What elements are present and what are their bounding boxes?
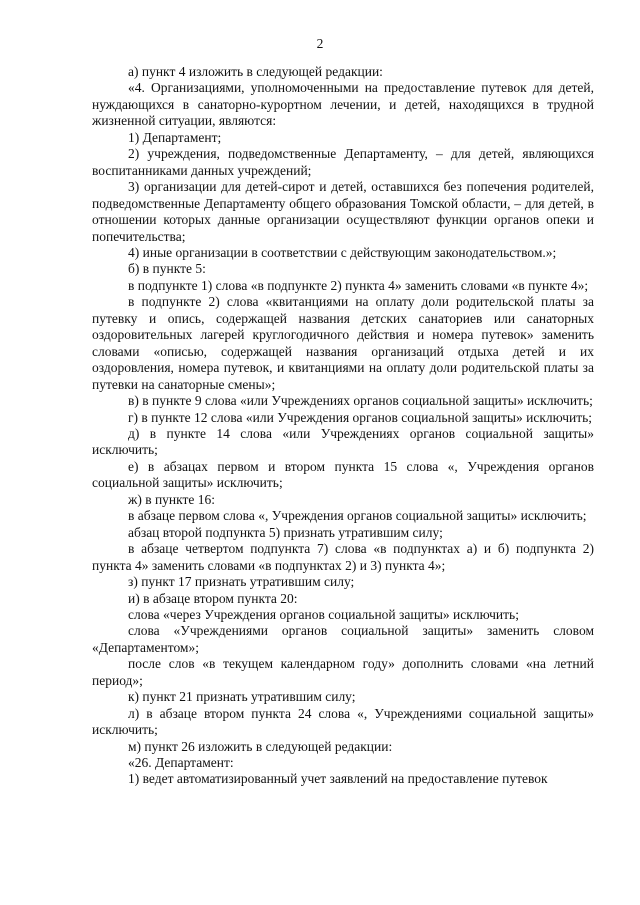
paragraph: абзац второй подпункта 5) признать утратившим силу;: [128, 524, 443, 540]
paragraph: и) в абзаце втором пункта 20:: [128, 590, 298, 606]
paragraph: в подпункте 1) слова «в подпункте 2) пункта 4» заменить словами «в пункте 4»;: [128, 277, 589, 293]
paragraph: а) пункт 4 изложить в следующей редакции:: [128, 64, 383, 79]
paragraph: 4) иные организации в соответствии с действующим законодательством.»;: [128, 244, 557, 260]
page-number: 2: [316, 36, 324, 51]
paragraph: ж) в пункте 16:: [128, 491, 216, 507]
paragraph: м) пункт 26 изложить в следующей редакции:: [128, 738, 393, 754]
paragraph: 2) учреждения, подведомственные Департаменту, – для детей, являющихся воспитанниками данных учреждений;: [92, 146, 594, 178]
paragraph: в абзаце четвертом подпункта 7) слова «в подпунктах а) и б) подпункта 2) пункта 4» заменить словами «в подпунктах 2) и 3) пункта 4»;: [92, 541, 594, 573]
paragraph: слова «Учреждениями органов социальной защиты» заменить словом «Департаментом»;: [92, 623, 594, 655]
paragraph: после слов «в текущем календарном году» дополнить словами «на летний период»;: [92, 656, 594, 688]
paragraph: в) в пункте 9 слова «или Учреждениях органов социальной защиты» исключить;: [128, 393, 593, 409]
paragraph: в абзаце первом слова «, Учреждения органов социальной защиты» исключить;: [128, 508, 587, 524]
document-body: [92, 64, 594, 788]
paragraph: «26. Департамент:: [128, 755, 234, 771]
paragraph: 1) Департамент;: [128, 129, 222, 145]
paragraph: «4. Организациями, уполномоченными на предоставление путевок для детей, нуждающихся в санаторно-курортном лечении, и детей, находящихся в трудной жизненной ситуации, являются:: [92, 80, 594, 129]
paragraph: к) пункт 21 признать утратившим силу;: [128, 689, 356, 705]
paragraph: е) в абзацах первом и втором пункта 15 слова «, Учреждения органов социальной защиты» исключить;: [92, 458, 594, 491]
paragraph: з) пункт 17 признать утратившим силу;: [128, 574, 355, 590]
paragraph: д) в пункте 14 слова «или Учреждениях органов социальной защиты» исключить;: [92, 425, 594, 458]
paragraph: г) в пункте 12 слова «или Учреждения органов социальной защиты» исключить;: [128, 409, 593, 425]
paragraph: 3) организации для детей-сирот и детей, оставшихся без попечения родителей, подведомственные Департаменту общего образования Томской области, – для детей, в отношении которых данные организации осуществляют функции органов опеки и попечительства;: [92, 179, 594, 244]
paragraph: л) в абзаце втором пункта 24 слова «, Учреждениями социальной защиты» исключить;: [92, 705, 594, 738]
paragraph: в подпункте 2) слова «квитанциями на оплату доли родительской платы за путевку и опись, содержащей названия детских санаториев или санаторных оздоровительных лагерей круглогодичного действия и номера путевок» заменить словами «описью, содержащей названия организаций отдыха детей и их оздоровления, номера путевок, и квитанциями на оплату доли родительской платы за путевки на санаторные смены»;: [92, 294, 594, 392]
paragraph: 1) ведет автоматизированный учет заявлений на предоставление путевок: [128, 771, 548, 787]
paragraph: б) в пункте 5:: [128, 261, 206, 277]
paragraph: слова «через Учреждения органов социальной защиты» исключить;: [128, 606, 519, 622]
